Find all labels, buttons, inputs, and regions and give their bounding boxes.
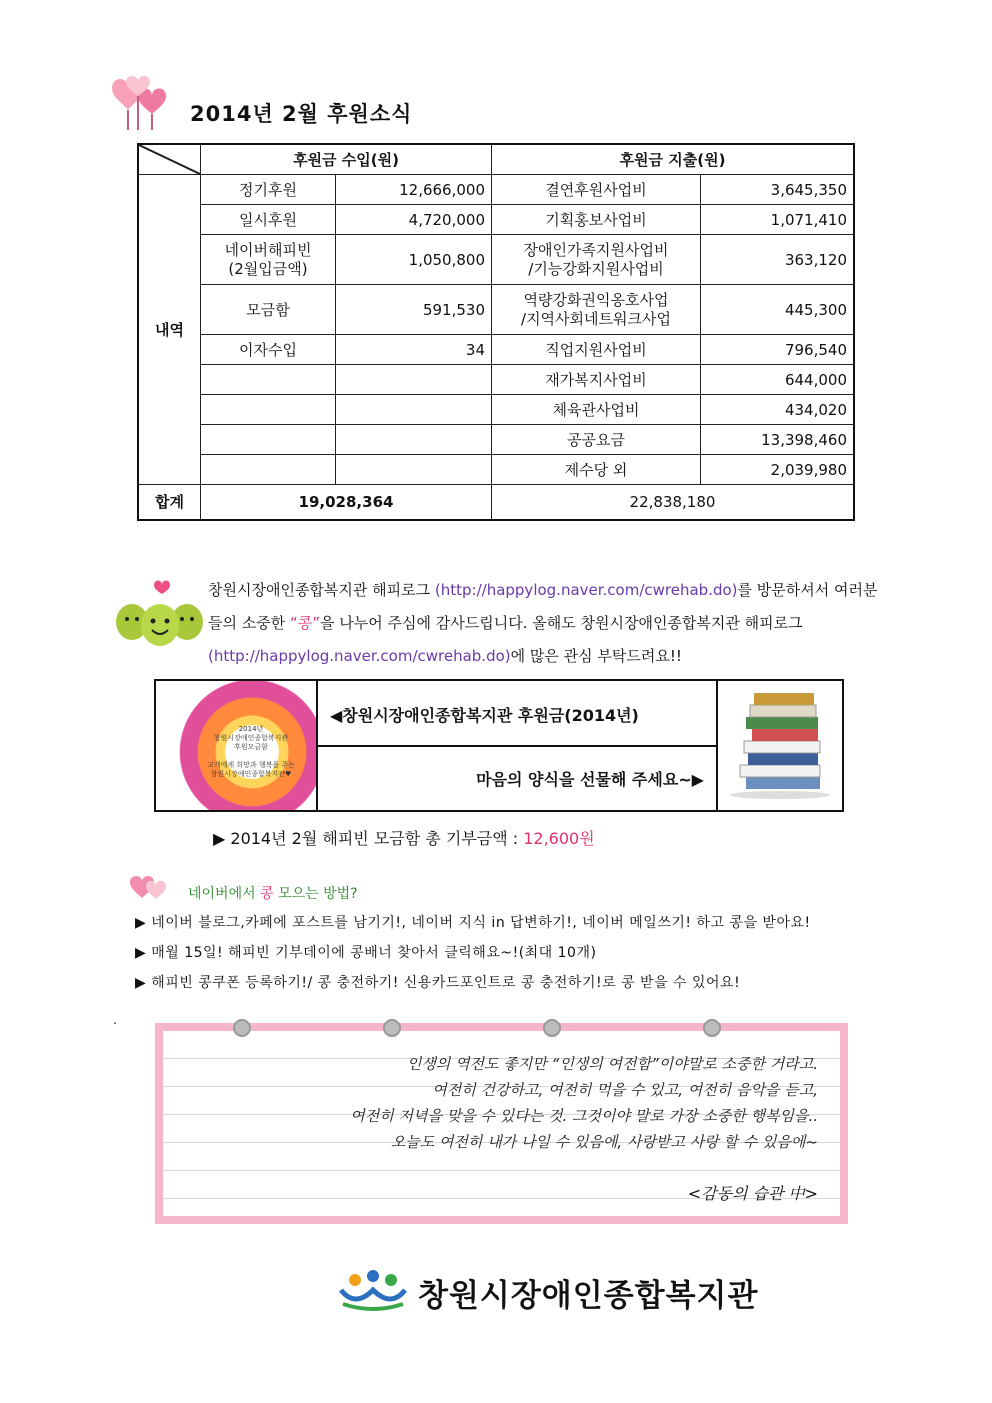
total-row	[138, 485, 854, 520]
income-value	[336, 455, 492, 485]
happylog-paragraph	[208, 574, 888, 673]
organization-logo-icon	[333, 1268, 413, 1314]
how-title-text: 네이버에서	[188, 886, 261, 902]
organization-name: 창원시장애인종합복지관	[418, 1278, 759, 1314]
expense-label: 역량강화권익옹호사업 /지역사회네트워크사업	[492, 285, 701, 335]
hearts-icon	[128, 872, 170, 908]
happylog-text: 창원시장애인종합복지관 해피로그	[208, 581, 435, 599]
stray-dot: .	[113, 1013, 117, 1027]
spiral-ring	[383, 1019, 401, 1037]
expense-value: 3,645,350	[701, 175, 855, 205]
happylog-link[interactable]: (http://happylog.naver.com/cwrehab.do)	[208, 647, 511, 665]
expense-value: 13,398,460	[701, 425, 855, 455]
banner-subtitle: 마음의 양식을 선물해 주세요~▶	[318, 747, 718, 810]
how-title-kong: 콩	[260, 886, 274, 902]
quote-notepad	[155, 1023, 848, 1224]
expense-header: 후원금 지출(원)	[492, 144, 855, 175]
income-label	[201, 395, 336, 425]
total-label: 합계	[138, 485, 201, 520]
diagonal-header-cell	[138, 144, 201, 175]
total-income: 19,028,364	[201, 485, 492, 520]
table-header-row	[138, 144, 854, 175]
table-row	[138, 235, 854, 285]
page-title: 2014년 2월 후원소식	[190, 102, 413, 126]
income-label: 이자수입	[201, 335, 336, 365]
kong-total-label: ▶ 2014년 2월 해피빈 모금함 총 기부금액 :	[213, 829, 524, 848]
income-value	[336, 395, 492, 425]
income-label: 모금함	[201, 285, 336, 335]
expense-value: 363,120	[701, 235, 855, 285]
how-title-text: 모으는 방법?	[273, 886, 358, 902]
table-row	[138, 335, 854, 365]
expense-label: 기획홍보사업비	[492, 205, 701, 235]
table-row	[138, 205, 854, 235]
books-stack-icon	[718, 681, 842, 810]
income-label: 네이버해피빈 (2월입금액)	[201, 235, 336, 285]
expense-value: 1,071,410	[701, 205, 855, 235]
donation-box-image	[156, 681, 318, 810]
kong-total-amount: 12,600원	[523, 829, 595, 848]
income-value: 12,666,000	[336, 175, 492, 205]
income-value: 4,720,000	[336, 205, 492, 235]
income-label: 정기후원	[201, 175, 336, 205]
total-expense: 22,838,180	[492, 485, 855, 520]
quote-line: 인생의 역전도 좋지만 “인생의 여전함”이야말로 소중한 거라고.	[406, 1055, 818, 1073]
expense-label: 공공요금	[492, 425, 701, 455]
table-row	[138, 455, 854, 485]
donation-banner	[154, 679, 844, 812]
expense-value: 445,300	[701, 285, 855, 335]
hearts-tree-icon	[108, 68, 178, 132]
expense-label: 재가복지사업비	[492, 365, 701, 395]
income-label	[201, 425, 336, 455]
expense-label: 직업지원사업비	[492, 335, 701, 365]
spiral-ring	[703, 1019, 721, 1037]
expense-value: 796,540	[701, 335, 855, 365]
expense-label: 제수당 외	[492, 455, 701, 485]
expense-value: 644,000	[701, 365, 855, 395]
expense-label: 체육관사업비	[492, 395, 701, 425]
row-label: 내역	[138, 175, 201, 485]
expense-label: 결연후원사업비	[492, 175, 701, 205]
happylog-text: 을 나누어 주심에 감사드립니다. 올해도 창원시장애인종합복지관 해피로그	[320, 614, 803, 632]
quote-line: 여전히 건강하고, 여전히 먹을 수 있고, 여전히 음악을 듣고,	[432, 1081, 818, 1099]
quote-line: 오늘도 여전히 내가 나일 수 있음에, 사랑받고 사랑 할 수 있음에~	[390, 1133, 818, 1151]
income-value: 34	[336, 335, 492, 365]
smiling-beans-icon	[112, 577, 207, 657]
table-row	[138, 285, 854, 335]
income-value	[336, 425, 492, 455]
happylog-text: 를 방문하셔서 여러분들의 소중한	[208, 581, 878, 632]
donation-box-caption: 2014년 창원시장애인종합복지관 후원모금함 고객에게 희망과 행복을 주는 창원시장애인종합복지관♥	[207, 725, 295, 778]
table-row	[138, 175, 854, 205]
banner-title: ◀창원시장애인종합복지관 후원금(2014년)	[318, 681, 718, 747]
kong-quote: “콩”	[290, 614, 321, 632]
income-header: 후원금 수입(원)	[201, 144, 492, 175]
table-row	[138, 365, 854, 395]
how-to-title	[188, 883, 358, 903]
kong-total	[213, 826, 595, 849]
how-item: ▶ 매월 15일! 해피빈 기부데이에 콩배너 찾아서 클릭해요~!(최대 10개)	[135, 945, 597, 961]
donation-table	[137, 143, 855, 521]
quote-line: 여전히 저녁을 맞을 수 있다는 것. 그것이야 말로 가장 소중한 행복임을..	[350, 1107, 818, 1125]
income-label: 일시후원	[201, 205, 336, 235]
expense-value: 2,039,980	[701, 455, 855, 485]
table-row	[138, 425, 854, 455]
expense-value: 434,020	[701, 395, 855, 425]
expense-label: 장애인가족지원사업비 /기능강화지원사업비	[492, 235, 701, 285]
how-item: ▶ 해피빈 콩쿠폰 등록하기!/ 콩 충전하기! 신용카드포인트로 콩 충전하기!로 콩 받을 수 있어요!	[135, 975, 741, 991]
spiral-ring	[543, 1019, 561, 1037]
how-item: ▶ 네이버 블로그,카페에 포스트를 남기기!, 네이버 지식 in 답변하기!, 네이버 메일쓰기! 하고 콩을 받아요!	[135, 915, 811, 931]
happylog-link[interactable]: (http://happylog.naver.com/cwrehab.do)	[434, 581, 738, 599]
spiral-ring	[233, 1019, 251, 1037]
income-value: 1,050,800	[336, 235, 492, 285]
happylog-text: 에 많은 관심 부탁드려요!!	[510, 647, 682, 665]
income-value: 591,530	[336, 285, 492, 335]
income-value	[336, 365, 492, 395]
income-label	[201, 455, 336, 485]
income-label	[201, 365, 336, 395]
quote-signature: <감동의 습관 中>	[687, 1184, 818, 1203]
table-row	[138, 395, 854, 425]
